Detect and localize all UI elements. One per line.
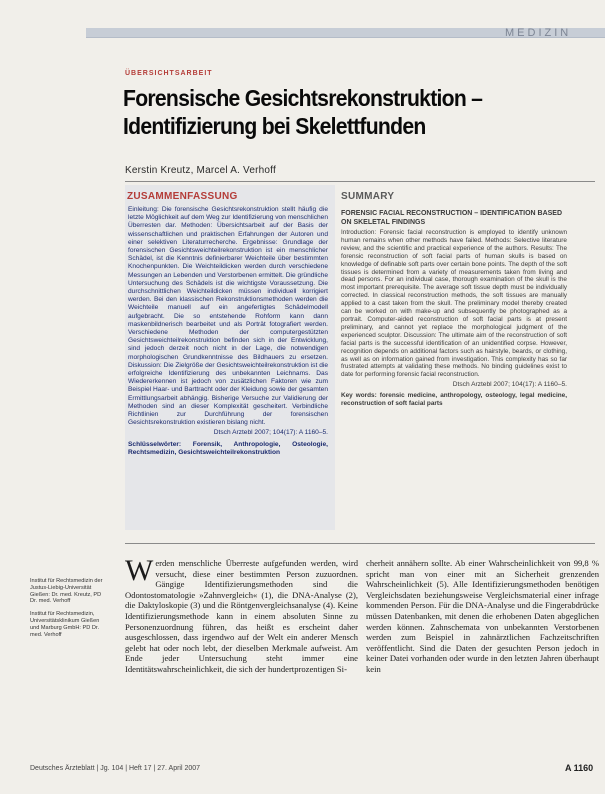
- abstract-en-text: Introduction: Forensic facial reconstruction is employed to identify unknown human remains when other methods have failed. Methods: Selective literature review, and the scientific and practical experience of the authors. Results: The forensic reconstruction of soft facial parts of human skulls is based on knowledge of definable soft parts over certain bone points. The depth of the soft tissues is determined from a variety of measurements taken from living and dead persons. For an individual case, thorough examination of the skull is the most important prerequisite. The average soft tissue depth must be individually corrected. In classical reconstruction methods, the soft tissues are manually applied to a cast taken from the skull. The preliminary model thereby created can be worked on with make-up and subsequently be photographed as a portrait. Computer-aided reconstruction of soft facial parts is at present preliminary, and cannot yet replace the morphological judgment of the experienced sculptor. Discussion: The ultimate aim of the reconstruction of soft facial parts is the successful identification of an unidentified corpse. However, recognition depends on additional factors such as hairstyle, beards, or clothing, as well as on information gained from investigation. This complexity has so far frustrated attempts at validating these methods. No binding guidelines exist to date for performing forensic facial reconstruction.: [341, 229, 567, 379]
- affiliation-1: Institut für Rechtsmedizin der Justus-Liebig-Universität Gießen: Dr. med. Kreutz, PD Dr. med. Verhoff: [30, 578, 103, 605]
- author-affiliations: [30, 578, 106, 638]
- affiliation-2: Institut für Rechtsmedizin, Universitätsklinikum Gießen und Marburg GmbH: PD Dr. med. Verhoff: [30, 611, 100, 638]
- abstract-de-text-block: [128, 206, 328, 457]
- body-col1-text: erden menschliche Überreste aufgefunden werden, wird versucht, diese einer bestimmten Person zuzuordnen. Gängige Identifizierungsmethoden sind die Odontostomatologie »Zahnvergleich« (1), die DNA-Analyse (2), die Daktyloskopie (3) und die Röntgenvergleichsanalyse (4). Keine Identifizierungsmethode kann in einem absoluten Sinne zu Personenzuordnung führen, das heißt es erscheint daher ausgeschlossen, dass irgendwo auf der Welt ein anderer Mensch gelebt hat oder noch lebt, der dieselben Merkmale aufweist. Am Ende jeder Untersuchung steht immer eine Identitätswahrscheinlichkeit, die sich der hundertprozentigen Si-: [125, 558, 358, 674]
- body-col2-text: cherheit annähern sollte. Ab einer Wahrscheinlichkeit von 99,8 % spricht man von einer mit an Sicherheit grenzenden Wahrscheinlichkeit (5). Alle Identifizierungsmethoden benötigen Vergleichsdaten beziehungsweise Vergleichsmaterial einer infrage kommenden Person. Für die DNA-Analyse und die Fingerabdrücke müssen Datenbanken, mit denen die erhobenen Daten abgeglichen werden können. Zahnschemata von unbekannten Verstorbenen werden zum Beispiel in zahnärztlichen Fachzeitschriften veröffentlicht. Sind die Daten der gesuchten Person jedoch in keiner Datei vorhanden oder wurde in den letzten Jahren überhaupt kein: [366, 558, 599, 674]
- body-column-2: [366, 558, 599, 675]
- authors: Kerstin Kreutz, Marcel A. Verhoff: [125, 165, 276, 176]
- abstract-en-text-block: [341, 229, 567, 408]
- title-line-2: Identifizierung bei Skelettfunden: [123, 113, 426, 139]
- title-line-1: Forensische Gesichtsrekonstruktion –: [123, 85, 483, 111]
- abstract-en-subheading: FORENSIC FACIAL RECONSTRUCTION – IDENTIFICATION BASED ON SKELETAL FINDINGS: [341, 210, 563, 226]
- abstract-en-heading: SUMMARY: [341, 191, 395, 202]
- article-title: [123, 84, 546, 140]
- footer-journal: Deutsches Ärzteblatt | Jg. 104 | Heft 17 | 27. April 2007: [30, 765, 201, 772]
- drop-cap: W: [125, 554, 154, 587]
- divider-bottom: [125, 543, 595, 544]
- abstract-de-citation: Dtsch Arztebl 2007; 104(17): A 1160–5.: [213, 429, 328, 437]
- abstract-en-keywords: Key words: forensic medicine, anthropology, osteology, legal medicine, reconstruction of soft facial parts: [341, 392, 567, 408]
- body-column-1: [125, 554, 358, 675]
- abstract-de-heading: ZUSAMMENFASSUNG: [127, 191, 238, 202]
- abstract-en-citation: Dtsch Arztebl 2007; 104(17): A 1160–5.: [452, 381, 567, 389]
- divider-top: [125, 181, 595, 182]
- page-number: A 1160: [565, 763, 594, 773]
- abstract-de-text: Einleitung: Die forensische Gesichtsrekonstruktion stellt häufig die letzte Möglichkeit auf dem Weg zur Identifizierung von menschlichen Überresten dar. Methoden: Übersichtsarbeit auf der Basis der wissenschaftlichen und praktischen Erfahrungen der Autoren und einer selektiven Literaturrecherche. Ergebnisse: Grundlage der forensischen Gesichtsweichteilrekonstruktion ist ein menschlicher Schädel, ist die Kenntnis definierbarer Weichteile über bestimmten Knochenpunkten. Die Weichteildicken werden durch verschiedene Messungen an Lebenden und Verstorbenen ermittelt. Die gründliche Untersuchung des Schädels ist die wichtigste Voraussetzung. Die durchschnittlichen Weichteildicken müssen individuell korrigiert werden. Bei den klassischen Rekonstruktionsmethoden werden die Weichteile manuell auf ein angefertigtes Schädelmodell aufgebracht. Die so entstehende Rohform kann dann maskenbildnerisch bearbeitet und als Porträt fotografiert werden. Verschiedene Methoden der computergestützten Gesichtsweichteilrekonstruktion befinden sich in der Entwicklung, sind jedoch derzeit noch nicht in der Lage, die notwendigen morphologischen Grundkenntnisse des Bildhauers zu ersetzen. Diskussion: Die Zielgröße der Gesichtsweichteilrekonstruktion ist die erfolgreiche Identifizierung des unbekannten Leichnams. Das Wiedererkennen ist jedoch von zusätzlichen Faktoren wie zum Beispiel Haar- und Barttracht oder der Kleidung sowie der gesamten Ermittlungsarbeit abhängig. Bisherige Versuche zur Validierung der Methoden sind an dieser Komplexität gescheitert. Verbindliche Richtlinien zur Durchführung der forensischen Gesichtsrekonstruktion existieren bislang nicht.: [128, 206, 328, 427]
- abstract-de-keywords: Schlüsselwörter: Forensik, Anthropologie, Osteologie, Rechtsmedizin, Gesichtsweichteilrekonstruktion: [128, 440, 328, 456]
- article-type-tag: ÜBERSICHTSARBEIT: [125, 70, 213, 77]
- section-label: MEDIZIN: [505, 27, 572, 39]
